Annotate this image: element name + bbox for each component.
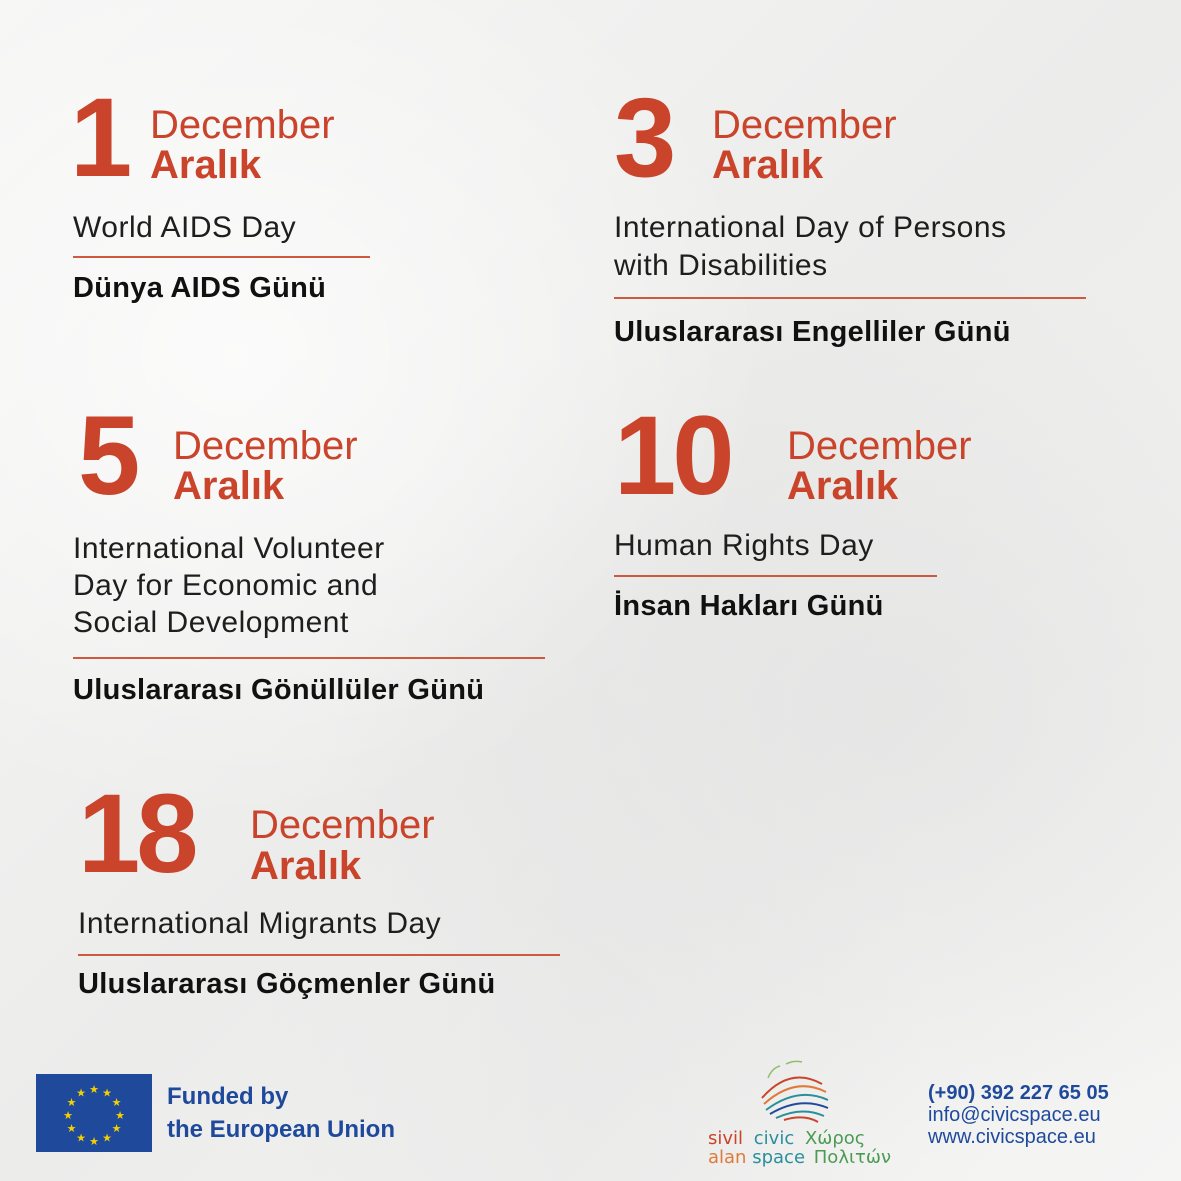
event-name-en: World AIDS Day [73, 211, 297, 244]
event-day-number: 10 [614, 393, 731, 518]
event-month-tr: Aralık [173, 464, 285, 508]
svg-text:★: ★ [102, 1086, 112, 1100]
svg-text:★: ★ [66, 1096, 77, 1109]
event-day-number: 1 [70, 75, 129, 200]
event-month-en: December [173, 424, 358, 468]
logo-text-politon: Πολιτών [813, 1147, 892, 1168]
event-name-tr: Uluslararası Gönüllüler Günü [73, 674, 485, 706]
event-month-en: December [712, 103, 897, 147]
event-month-tr: Aralık [150, 143, 262, 187]
funded-line2: the European Union [167, 1116, 395, 1143]
civic-space-logo [700, 1056, 900, 1172]
svg-text:★: ★ [89, 1135, 99, 1148]
svg-text:alan space Πολιτών [708, 1147, 891, 1168]
event-name-en: Human Rights Day [614, 529, 874, 562]
divider [73, 256, 370, 258]
logo-text-sivil: sivil [708, 1128, 744, 1149]
event-name-en-line3: Social Development [73, 606, 349, 639]
event-name-en-line2: with Disabilities [614, 249, 828, 282]
svg-text:★: ★ [66, 1122, 77, 1135]
event-name-en: International Migrants Day [78, 907, 442, 940]
divider [73, 657, 545, 659]
svg-text:★: ★ [111, 1122, 122, 1135]
logo-text-alan: alan [708, 1147, 747, 1168]
event-day-number: 3 [614, 75, 673, 200]
event-day-number: 18 [78, 771, 195, 896]
svg-text:★: ★ [115, 1109, 125, 1122]
event-name-en-line1: International Day of Persons [614, 211, 1007, 244]
event-name-tr: Uluslararası Göçmenler Günü [78, 968, 496, 1000]
funded-line1: Funded by [167, 1083, 289, 1110]
event-day-number: 5 [78, 393, 137, 518]
event-month-en: December [250, 803, 435, 847]
event-month-tr: Aralık [250, 844, 362, 888]
svg-text:★: ★ [76, 1086, 86, 1100]
svg-text:★: ★ [111, 1096, 122, 1109]
event-month-tr: Aralık [712, 143, 824, 187]
contact-info [928, 1082, 1109, 1148]
logo-text-space: space [752, 1147, 806, 1168]
svg-text:★: ★ [102, 1131, 112, 1145]
event-name-tr: İnsan Hakları Günü [614, 590, 884, 622]
divider [78, 954, 560, 956]
contact-phone[interactable]: (+90) 392 227 65 05 [928, 1082, 1109, 1104]
event-month-en: December [787, 424, 972, 468]
event-name-tr: Uluslararası Engelliler Günü [614, 316, 1011, 348]
event-month-en: December [150, 103, 335, 147]
event-name-en-line2: Day for Economic and [73, 569, 379, 602]
divider [614, 297, 1086, 299]
logo-text-choros: Χώρος [804, 1128, 866, 1149]
divider [614, 575, 937, 577]
svg-text:★: ★ [89, 1083, 99, 1096]
funded-by-eu-text [167, 1080, 395, 1146]
svg-text:★: ★ [63, 1109, 73, 1122]
svg-text:sivil civic Χώρος [708, 1128, 865, 1149]
event-name-en-line1: International Volunteer [73, 532, 385, 565]
contact-email[interactable]: info@civicspace.eu [928, 1104, 1101, 1126]
event-name-tr: Dünya AIDS Günü [73, 272, 327, 304]
eu-flag-icon [36, 1074, 152, 1152]
contact-website[interactable]: www.civicspace.eu [928, 1126, 1096, 1148]
svg-text:★: ★ [76, 1131, 86, 1145]
event-month-tr: Aralık [787, 464, 899, 508]
logo-text-civic: civic [753, 1128, 795, 1149]
